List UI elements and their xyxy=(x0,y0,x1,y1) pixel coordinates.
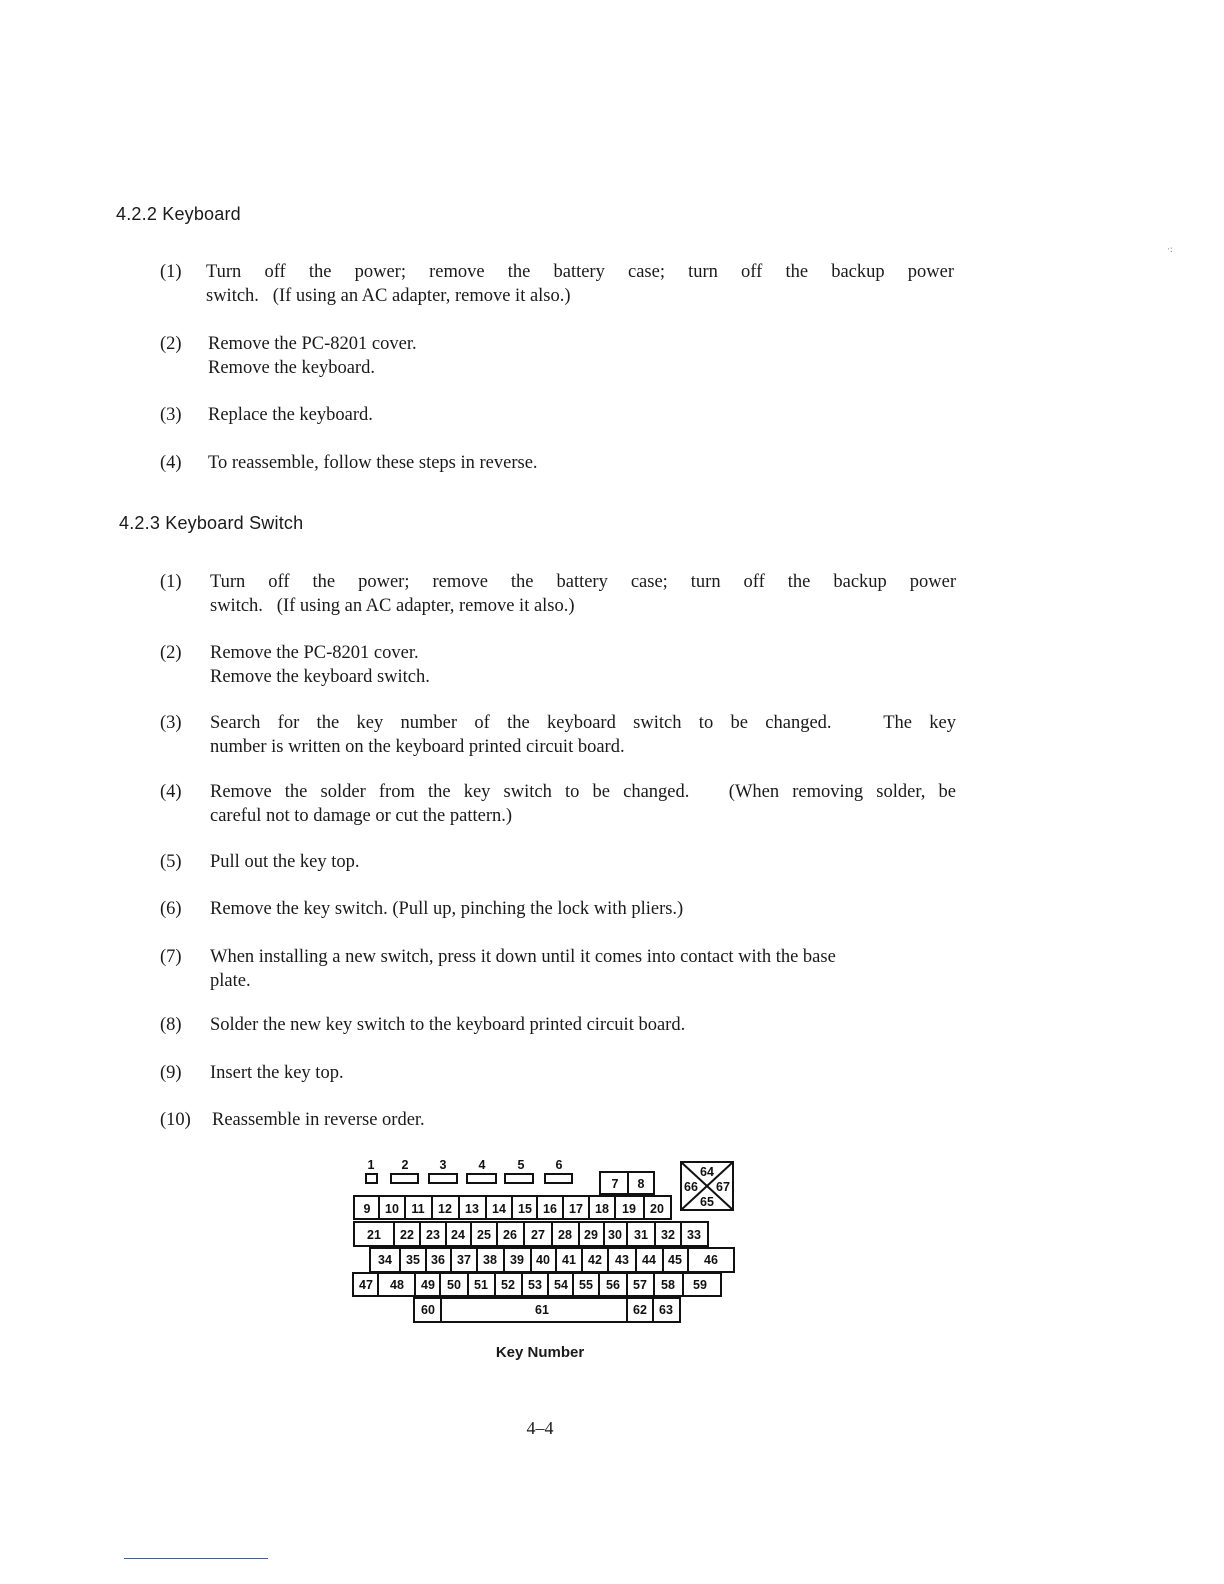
key-label: 58 xyxy=(661,1278,675,1292)
function-key xyxy=(366,1174,377,1183)
section-heading-keyboard-switch: 4.2.3 Keyboard Switch xyxy=(119,513,304,533)
key-label: 15 xyxy=(518,1202,532,1216)
step-text xyxy=(212,1108,958,1132)
key-label: 50 xyxy=(447,1278,461,1292)
key-label: 5 xyxy=(517,1158,525,1172)
function-key xyxy=(391,1174,418,1183)
step-line: Remove the PC-8201 cover. xyxy=(208,334,417,354)
key-label: 40 xyxy=(536,1253,550,1267)
key-label: 65 xyxy=(700,1195,714,1209)
key-label: 31 xyxy=(634,1228,648,1242)
key-label: 44 xyxy=(642,1253,656,1267)
step-number: (8) xyxy=(160,1015,182,1035)
key-label: 61 xyxy=(535,1303,549,1317)
key-label: 57 xyxy=(633,1278,647,1292)
key-label: 52 xyxy=(501,1278,515,1292)
key-label: 8 xyxy=(637,1177,645,1191)
step-line: Reassemble in reverse order. xyxy=(212,1110,425,1130)
step-text xyxy=(210,711,956,759)
step-text xyxy=(208,451,956,475)
footer-rule xyxy=(124,1558,268,1559)
step-number: (9) xyxy=(160,1063,182,1083)
key-label: 49 xyxy=(421,1278,435,1292)
step-line: Insert the key top. xyxy=(210,1063,344,1083)
key-row-3 xyxy=(370,1248,734,1272)
key-row-2 xyxy=(354,1222,708,1246)
key-label: 41 xyxy=(562,1253,576,1267)
step-line: Search for the key number of the keyboard switch to be changed. The key xyxy=(210,713,956,733)
key-label: 4 xyxy=(478,1158,486,1172)
step-line: Remove the keyboard switch. xyxy=(210,667,430,687)
step-number: (10) xyxy=(160,1110,191,1130)
key-label: 17 xyxy=(569,1202,583,1216)
section-heading-keyboard: 4.2.2 Keyboard xyxy=(116,204,241,224)
key-label: 67 xyxy=(716,1180,730,1194)
step-line: Pull out the key top. xyxy=(210,852,360,872)
step-text xyxy=(210,570,956,618)
step-number: (6) xyxy=(160,899,182,919)
key-label: 11 xyxy=(411,1202,425,1216)
key-label: 7 xyxy=(611,1177,619,1191)
key-label: 35 xyxy=(406,1253,420,1267)
step-line: Remove the key switch. (Pull up, pinching the lock with pliers.) xyxy=(210,899,684,919)
step-text xyxy=(208,332,956,380)
step-number: (3) xyxy=(160,405,182,425)
key-label: 25 xyxy=(477,1228,491,1242)
key-label: 55 xyxy=(579,1278,593,1292)
key-label: 54 xyxy=(554,1278,568,1292)
key-label: 12 xyxy=(438,1202,452,1216)
key-label: 66 xyxy=(684,1180,698,1194)
step-line: Replace the keyboard. xyxy=(208,405,373,425)
key-label: 45 xyxy=(668,1253,682,1267)
key-label: 10 xyxy=(385,1202,399,1216)
page-number: 4–4 xyxy=(526,1418,554,1438)
step-text xyxy=(208,403,956,427)
key-label: 51 xyxy=(474,1278,488,1292)
step-line: switch. (If using an AC adapter, remove it also.) xyxy=(206,286,571,306)
step-number: (3) xyxy=(160,713,182,733)
key-label: 24 xyxy=(451,1228,465,1242)
step-number: (1) xyxy=(160,262,182,282)
step-number: (4) xyxy=(160,453,182,473)
key-label: 29 xyxy=(584,1228,598,1242)
key-label: 20 xyxy=(650,1202,664,1216)
key-label: 36 xyxy=(431,1253,445,1267)
key-label: 64 xyxy=(700,1165,714,1179)
step-line: When installing a new switch, press it down until it comes into contact with the base xyxy=(210,947,836,967)
step-number: (7) xyxy=(160,947,182,967)
key-label: 6 xyxy=(555,1158,563,1172)
step-line: plate. xyxy=(210,971,251,991)
key-label: 46 xyxy=(704,1253,718,1267)
step-number: (1) xyxy=(160,572,182,592)
key-label: 1 xyxy=(367,1158,375,1172)
function-key xyxy=(429,1174,457,1183)
key-label: 2 xyxy=(401,1158,409,1172)
key-label: 3 xyxy=(439,1158,447,1172)
key-label: 32 xyxy=(661,1228,675,1242)
step-text xyxy=(206,260,954,308)
key-row-4 xyxy=(353,1273,721,1296)
key-label: 62 xyxy=(633,1303,647,1317)
key-label: 30 xyxy=(608,1228,622,1242)
function-key xyxy=(467,1174,496,1183)
key-label: 23 xyxy=(426,1228,440,1242)
key-label: 42 xyxy=(588,1253,602,1267)
key-label: 13 xyxy=(465,1202,479,1216)
key-label: 43 xyxy=(615,1253,629,1267)
function-key xyxy=(545,1174,572,1183)
function-key xyxy=(505,1174,533,1183)
step-text xyxy=(210,850,956,874)
step-text xyxy=(210,641,956,689)
step-line: To reassemble, follow these steps in reverse. xyxy=(208,453,538,473)
key-label: 33 xyxy=(687,1228,701,1242)
key-row-1 xyxy=(354,1196,671,1219)
step-line: Solder the new key switch to the keyboard printed circuit board. xyxy=(210,1015,686,1035)
step-line: Remove the keyboard. xyxy=(208,358,375,378)
step-line: Remove the solder from the key switch to be changed. (When removing solder, be xyxy=(210,782,956,802)
step-line: number is written on the keyboard printed circuit board. xyxy=(210,737,625,757)
key-label: 38 xyxy=(483,1253,497,1267)
key-label: 48 xyxy=(390,1278,404,1292)
step-line: switch. (If using an AC adapter, remove it also.) xyxy=(210,596,575,616)
step-number: (2) xyxy=(160,643,182,663)
key-label: 27 xyxy=(531,1228,545,1242)
key-label: 34 xyxy=(378,1253,392,1267)
key-label: 53 xyxy=(528,1278,542,1292)
key-label: 39 xyxy=(510,1253,524,1267)
key-label: 26 xyxy=(503,1228,517,1242)
step-text xyxy=(210,780,956,828)
key-label: 63 xyxy=(659,1303,673,1317)
key-dividers xyxy=(378,1196,688,1322)
cursor-cluster-frame xyxy=(681,1162,733,1210)
key-label: 21 xyxy=(367,1228,381,1242)
step-line: Turn off the power; remove the battery case; turn off the backup power xyxy=(210,572,956,592)
diagram-caption: Key Number xyxy=(495,1344,585,1361)
step-text xyxy=(210,945,956,993)
key-7-8-frame xyxy=(600,1172,654,1194)
step-number: (5) xyxy=(160,852,182,872)
key-label: 14 xyxy=(492,1202,506,1216)
step-text xyxy=(210,897,956,921)
key-label: 22 xyxy=(400,1228,414,1242)
step-text xyxy=(210,1061,956,1085)
step-line: Remove the PC-8201 cover. xyxy=(210,643,419,663)
key-label: 16 xyxy=(543,1202,557,1216)
key-label: 9 xyxy=(363,1202,371,1216)
scan-speck: ·: xyxy=(1167,244,1173,254)
step-number: (4) xyxy=(160,782,182,802)
key-label: 19 xyxy=(622,1202,636,1216)
key-row-5 xyxy=(414,1298,680,1322)
key-label: 59 xyxy=(693,1278,707,1292)
step-line: Turn off the power; remove the battery case; turn off the backup power xyxy=(206,262,954,282)
key-label: 60 xyxy=(421,1303,435,1317)
step-line: careful not to damage or cut the pattern.) xyxy=(210,806,513,826)
key-label: 28 xyxy=(558,1228,572,1242)
key-label: 56 xyxy=(606,1278,620,1292)
step-text xyxy=(210,1013,956,1037)
key-label: 47 xyxy=(359,1278,373,1292)
key-label: 37 xyxy=(457,1253,471,1267)
step-number: (2) xyxy=(160,334,182,354)
key-label: 18 xyxy=(595,1202,609,1216)
